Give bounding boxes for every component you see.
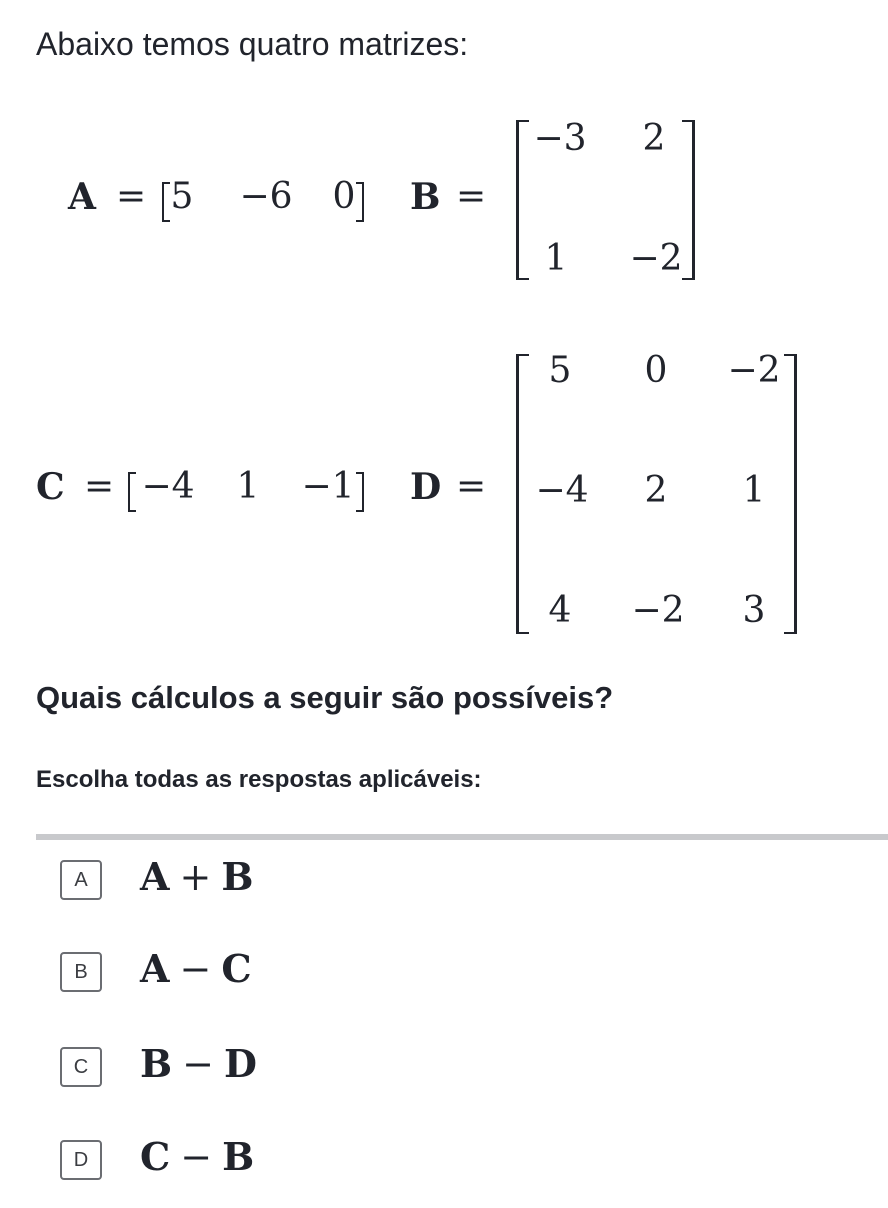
matrix-c-equals: =: [84, 466, 115, 507]
matrix-b-cell: 2: [642, 118, 666, 159]
matrix-c-cell: 1: [236, 466, 260, 507]
choice-operator: −: [180, 1135, 213, 1179]
matrix-d-cell: 5: [548, 350, 572, 391]
matrix-d-cell: 2: [644, 470, 668, 511]
choice-left-operand: A: [140, 946, 170, 991]
choice-expression: [140, 1134, 254, 1179]
matrix-c-label: C: [36, 466, 65, 508]
choice-right-operand: C: [221, 946, 252, 991]
matrix-c-cell: −1: [301, 466, 355, 507]
matrix-d-cell: 4: [548, 590, 572, 631]
choice-expression: [140, 946, 252, 991]
matrix-a-equals: =: [116, 176, 147, 217]
choice-operator: +: [179, 855, 212, 899]
choice-expression: [140, 854, 253, 899]
choice-right-operand: B: [221, 854, 254, 899]
choice-letter-box[interactable]: B: [60, 952, 102, 992]
matrix-d-cell: −4: [535, 470, 589, 511]
question-text: Quais cálculos a seguir são possíveis?: [36, 680, 614, 715]
matrix-a-right-bracket: [356, 182, 364, 222]
choice-letter-box[interactable]: C: [60, 1047, 102, 1087]
choice-operator: −: [179, 947, 212, 991]
choice-letter-box[interactable]: D: [60, 1140, 102, 1180]
matrix-b-label: B: [410, 176, 441, 218]
matrix-c-cell: −4: [141, 466, 195, 507]
instruction-text: Escolha todas as respostas aplicáveis:: [36, 766, 482, 793]
intro-text: Abaixo temos quatro matrizes:: [36, 26, 469, 62]
matrix-d-cell: 1: [742, 470, 766, 511]
choice-left-operand: B: [140, 1041, 173, 1086]
choice-operator: −: [182, 1042, 214, 1086]
choice-letter-box[interactable]: A: [60, 860, 102, 900]
choice-expression: [140, 1041, 257, 1086]
matrix-a-cell: 5: [170, 176, 194, 217]
matrix-d-cell: 3: [742, 590, 766, 631]
choice-right-operand: B: [222, 1134, 255, 1179]
matrix-d-right-bracket: [784, 354, 797, 634]
choice-a[interactable]: [58, 854, 858, 908]
choice-b[interactable]: [58, 946, 858, 1000]
matrix-c-right-bracket: [356, 472, 364, 512]
choice-left-operand: A: [140, 854, 170, 899]
matrix-b-cell: −2: [629, 238, 683, 279]
matrix-b-right-bracket: [682, 120, 695, 280]
choice-right-operand: D: [223, 1041, 257, 1086]
matrix-d-equals: =: [456, 466, 487, 507]
matrix-a-label: A: [68, 176, 96, 218]
matrix-b-cell: −3: [533, 118, 587, 159]
matrix-d-cell: −2: [631, 590, 685, 631]
choice-d[interactable]: [58, 1134, 858, 1188]
divider: [36, 834, 888, 840]
matrix-b-cell: 1: [544, 238, 568, 279]
choice-left-operand: C: [140, 1134, 171, 1179]
matrix-b-equals: =: [456, 176, 487, 217]
matrix-a-cell: −6: [239, 176, 293, 217]
matrix-d-cell: 0: [644, 350, 668, 391]
choice-c[interactable]: [58, 1041, 858, 1095]
matrix-d-cell: −2: [727, 350, 781, 391]
matrix-d-label: D: [410, 466, 442, 508]
matrix-a-cell: 0: [332, 176, 356, 217]
